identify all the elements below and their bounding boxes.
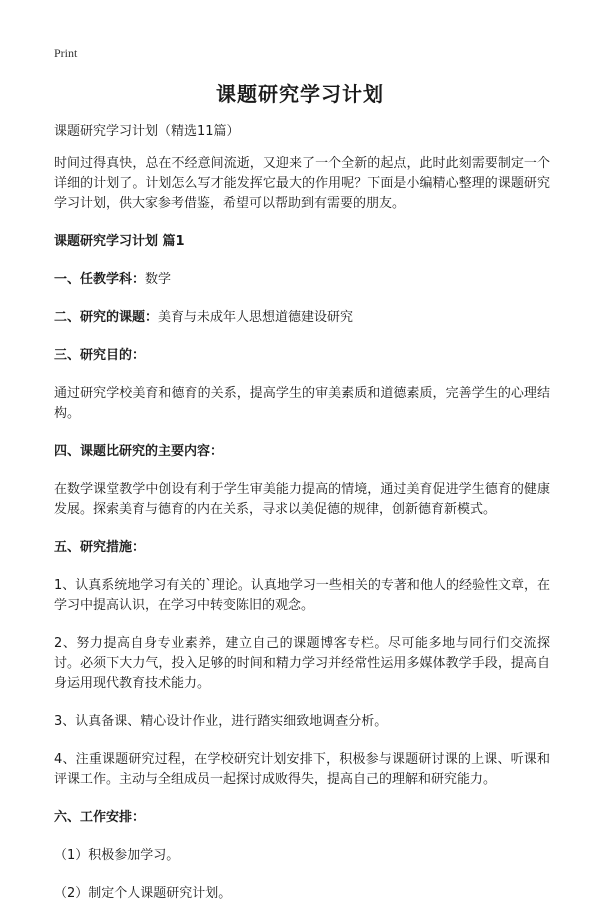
print-label: Print bbox=[54, 46, 78, 60]
measure-item: 2、努力提高自身专业素养，建立自己的课题博客专栏。尽可能多地与同行们交流探讨。必须下大力气，投入足够的时间和精力学习并经常性运用多媒体教学手段，提高自身运用现代教育技术能力。 bbox=[54, 636, 550, 691]
topic-value: 美育与未成年人思想道德建设研究 bbox=[158, 310, 354, 325]
measure-item: 1、认真系统地学习有关的`理论。认真地学习一些相关的专著和他人的经验性文章，在学习中提高认识，在学习中转变陈旧的观念。 bbox=[54, 578, 550, 613]
subject-label: 一、任教学科： bbox=[54, 272, 146, 287]
subject-line bbox=[54, 270, 550, 290]
content-paragraph: 在数学课堂教学中创设有利于学生审美能力提高的情境，通过美育促进学生德育的健康发展。探索美育与德育的内在关系，寻求以美促德的规律，创新德育新模式。 bbox=[54, 482, 550, 517]
schedule-heading: 六、工作安排： bbox=[54, 810, 146, 825]
intro-paragraph: 时间过得真快，总在不经意间流逝，又迎来了一个全新的起点，此时此刻需要制定一个详细的计划了。计划怎么写才能发挥它最大的作用呢？下面是小编精心整理的课题研究学习计划，供大家参考借鉴，希望可以帮助到有需要的朋友。 bbox=[54, 156, 550, 211]
document-subtitle: 课题研究学习计划（精选11篇） bbox=[54, 124, 240, 139]
content-heading: 四、课题比研究的主要内容： bbox=[54, 444, 224, 459]
schedule-item: （2）制定个人课题研究计划。 bbox=[54, 886, 232, 901]
part-heading: 课题研究学习计划 篇1 bbox=[54, 234, 185, 249]
purpose-heading: 三、研究目的： bbox=[54, 348, 146, 363]
purpose-paragraph: 通过研究学校美育和德育的关系，提高学生的审美素质和道德素质，完善学生的心理结构。 bbox=[54, 386, 550, 421]
subject-value: 数学 bbox=[145, 272, 172, 287]
page-title: 课题研究学习计划 bbox=[216, 82, 384, 106]
measure-item: 4、注重课题研究过程，在学校研究计划安排下，积极参与课题研讨课的上课、听课和评课工作。主动与全组成员一起探讨成败得失，提高自己的理解和研究能力。 bbox=[54, 752, 550, 787]
topic-line bbox=[54, 308, 550, 328]
measures-heading: 五、研究措施： bbox=[54, 540, 146, 555]
schedule-item: （1）积极参加学习。 bbox=[54, 848, 180, 863]
measure-item: 3、认真备课、精心设计作业，进行踏实细致地调查分析。 bbox=[54, 714, 388, 729]
document-body bbox=[54, 122, 550, 922]
topic-label: 二、研究的课题： bbox=[54, 310, 159, 325]
